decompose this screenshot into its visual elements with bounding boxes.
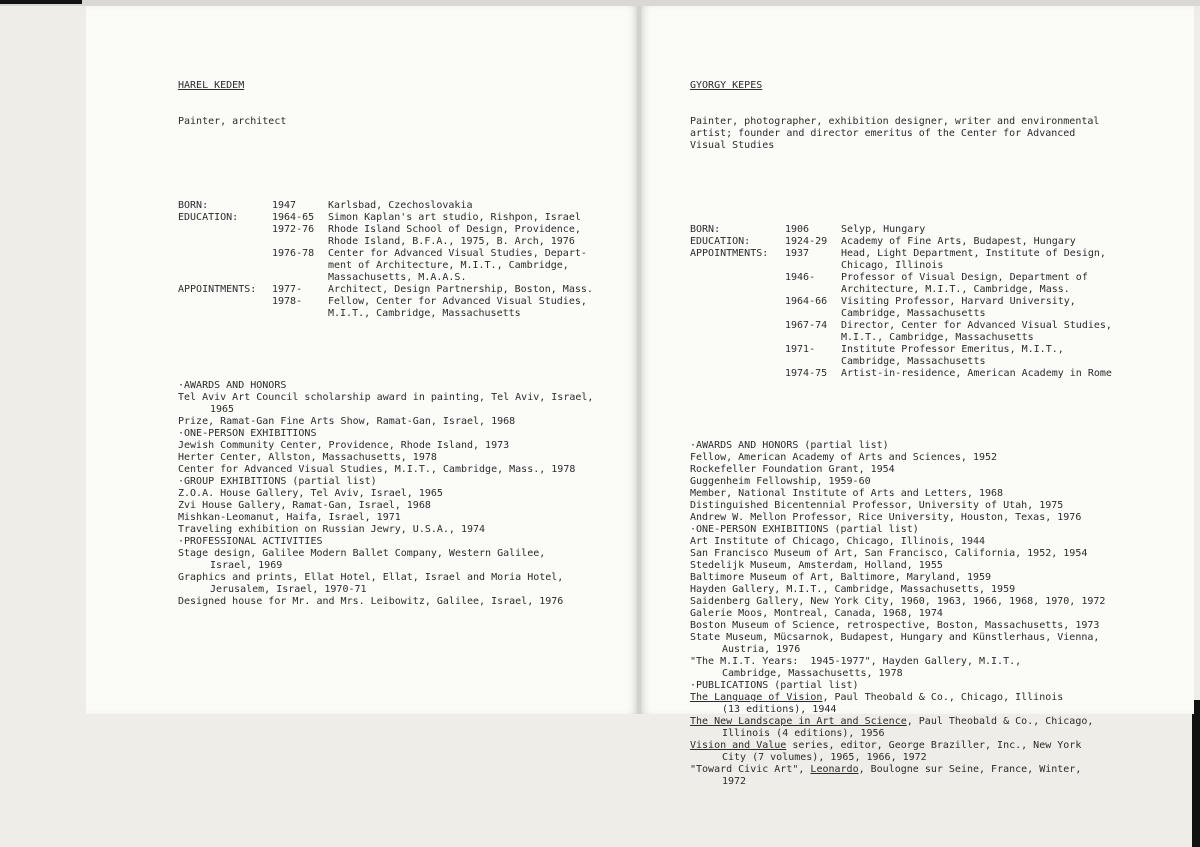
fact-year: 1964-66 [785, 296, 828, 307]
fact-text: Rhode Island, B.F.A., 1975, B. Arch, 1976 [328, 236, 575, 247]
fact-year: 1924-29 [785, 236, 828, 247]
publication-continuation: (13 editions), 1944 [722, 704, 837, 715]
scan-corner-right [1192, 700, 1200, 847]
publication-item [690, 764, 1105, 776]
list-item: State Museum, Mücsarnok, Budapest, Hungary and Künstlerhaus, Vienna, [690, 632, 1100, 643]
fact-text: ment of Architecture, M.I.T., Cambridge, [328, 260, 569, 271]
fact-year: 1977- [272, 284, 303, 295]
fact-row [690, 332, 1105, 344]
fact-text: Artist-in-residence, American Academy in Rome [841, 368, 1112, 379]
list-item: Designed house for Mr. and Mrs. Leibowitz, Galilee, Israel, 1976 [178, 596, 564, 607]
fact-row [690, 296, 1105, 308]
list-item: Stedelijk Museum, Amsterdam, Holland, 1955 [690, 560, 943, 571]
fact-text: Fellow, Center for Advanced Visual Studies, [328, 296, 587, 307]
fact-text: Cambridge, Massachusetts [841, 356, 986, 367]
fact-row [178, 224, 593, 236]
list-item: "The M.I.T. Years: 1945-1977", Hayden Gallery, M.I.T., [690, 656, 1022, 667]
role-line: Visual Studies [690, 140, 775, 151]
fact-year: 1978- [272, 296, 303, 307]
list-item: Stage design, Galilee Modern Ballet Company, Western Galilee, [178, 548, 546, 559]
section-heading: ·AWARDS AND HONORS (partial list) [690, 440, 889, 451]
fact-row [690, 248, 1105, 260]
fact-text: M.I.T., Cambridge, Massachusetts [841, 332, 1034, 343]
publication-continuation: City (7 volumes), 1965, 1966, 1972 [722, 752, 927, 763]
fact-year: 1971- [785, 344, 816, 355]
publication-title: The Language of Vision [690, 692, 823, 703]
list-item: 1965 [210, 404, 235, 415]
artist-role [690, 116, 1105, 152]
fact-year: 1967-74 [785, 320, 828, 331]
left-page [86, 6, 637, 714]
list-item: Baltimore Museum of Art, Baltimore, Maryland, 1959 [690, 572, 992, 583]
publication-details: series, editor, George Braziller, Inc., New York [786, 740, 1082, 751]
list-item: Herter Center, Allston, Massachusetts, 1978 [178, 452, 437, 463]
biographical-facts [178, 200, 593, 320]
section-heading: ·PROFESSIONAL ACTIVITIES [178, 536, 323, 547]
fact-text: Karlsbad, Czechoslovakia [328, 200, 473, 211]
fact-row [690, 320, 1112, 332]
fact-text: Academy of Fine Arts, Budapest, Hungary [841, 236, 1076, 247]
fact-row [178, 260, 593, 272]
list-item: Andrew W. Mellon Professor, Rice University, Houston, Texas, 1976 [690, 512, 1082, 523]
fact-row [178, 308, 593, 320]
left-page-content [178, 56, 593, 632]
list-item: Boston Museum of Science, retrospective, Boston, Massachusetts, 1973 [690, 620, 1100, 631]
fact-year: 1974-75 [785, 368, 828, 379]
publication-details: , Paul Theobald & Co., Chicago, [906, 716, 1094, 727]
fact-year: 1937 [785, 248, 810, 259]
section-heading: ·PUBLICATIONS (partial list) [690, 680, 859, 691]
list-item: Tel Aviv Art Council scholarship award in painting, Tel Aviv, Israel, [178, 392, 594, 403]
fact-text: Director, Center for Advanced Visual Studies, [841, 320, 1112, 331]
publication-continuation: 1972 [722, 776, 747, 787]
fact-row [178, 200, 593, 212]
fact-label: APPOINTMENTS: [690, 248, 769, 259]
fact-row [178, 248, 593, 260]
fact-year: 1964-65 [272, 212, 315, 223]
list-item: Art Institute of Chicago, Chicago, Illinois, 1944 [690, 536, 986, 547]
list-item: Saidenberg Gallery, New York City, 1960, 1963, 1966, 1968, 1970, 1972 [690, 596, 1106, 607]
fact-text: Head, Light Department, Institute of Design, [841, 248, 1106, 259]
publication-continuation: Illinois (4 editions), 1956 [722, 728, 885, 739]
artist-name: HAREL KEDEM [178, 80, 245, 91]
fact-year: 1906 [785, 224, 810, 235]
fact-row [178, 236, 593, 248]
artist-name: GYORGY KEPES [690, 80, 763, 91]
fact-row [690, 344, 1105, 356]
biographical-facts [690, 224, 1112, 380]
publication-details: , Paul Theobald & Co., Chicago, Illinois [822, 692, 1064, 703]
fact-year: 1947 [272, 200, 297, 211]
fact-row [178, 284, 593, 296]
list-item: Israel, 1969 [210, 560, 283, 571]
list-item: Hayden Gallery, M.I.T., Cambridge, Massachusetts, 1959 [690, 584, 1016, 595]
list-item: San Francisco Museum of Art, San Francisco, California, 1952, 1954 [690, 548, 1088, 559]
list-item: Guggenheim Fellowship, 1959-60 [690, 476, 871, 487]
fact-text: Massachusetts, M.A.A.S. [328, 272, 467, 283]
fact-label: EDUCATION: [178, 212, 239, 223]
publication-item [690, 740, 1105, 752]
right-page [641, 6, 1194, 787]
fact-label: EDUCATION: [690, 236, 751, 247]
fact-text: Selyp, Hungary [841, 224, 926, 235]
fact-text: Professor of Visual Design, Department of [841, 272, 1088, 283]
publication-prefix: "Toward Civic Art", [690, 764, 811, 775]
scan-corner [0, 0, 82, 4]
list-item: Rockefeller Foundation Grant, 1954 [690, 464, 895, 475]
fact-text: Institute Professor Emeritus, M.I.T., [841, 344, 1064, 355]
fact-row [178, 272, 593, 284]
publication-title: Vision and Value [690, 740, 787, 751]
book-spread [86, 6, 1194, 787]
list-item: Jewish Community Center, Providence, Rhode Island, 1973 [178, 440, 510, 451]
fact-row [690, 224, 1105, 236]
fact-row [178, 296, 593, 308]
list-item: Galerie Moos, Montreal, Canada, 1968, 1974 [690, 608, 943, 619]
fact-row [690, 368, 1112, 380]
fact-year: 1972-76 [272, 224, 315, 235]
fact-label: APPOINTMENTS: [178, 284, 257, 295]
role-line: Painter, photographer, exhibition designer, writer and environmental [690, 116, 1100, 127]
fact-row [690, 272, 1105, 284]
fact-text: M.I.T., Cambridge, Massachusetts [328, 308, 521, 319]
section-heading: ·ONE-PERSON EXHIBITIONS (partial list) [690, 524, 919, 535]
fact-row [178, 212, 593, 224]
publication-item [690, 692, 1105, 704]
list-item: Traveling exhibition on Russian Jewry, U.S.A., 1974 [178, 524, 486, 535]
list-item: Graphics and prints, Ellat Hotel, Ellat, Israel and Moria Hotel, [178, 572, 564, 583]
right-page-content [690, 56, 1112, 812]
fact-row [690, 356, 1105, 368]
publication-item [690, 716, 1105, 728]
list-item: Austria, 1976 [722, 644, 801, 655]
list-item: Center for Advanced Visual Studies, M.I.T., Cambridge, Mass., 1978 [178, 464, 576, 475]
list-item: Member, National Institute of Arts and Letters, 1968 [690, 488, 1004, 499]
publication-title: The New Landscape in Art and Science [690, 716, 907, 727]
fact-text: Rhode Island School of Design, Providence, [328, 224, 581, 235]
fact-year: 1976-78 [272, 248, 315, 259]
fact-row [690, 260, 1105, 272]
fact-label: BORN: [178, 200, 209, 211]
list-item: Cambridge, Massachusetts, 1978 [722, 668, 903, 679]
fact-year: 1946- [785, 272, 816, 283]
list-item: Fellow, American Academy of Arts and Sciences, 1952 [690, 452, 998, 463]
list-item: Distinguished Bicentennial Professor, University of Utah, 1975 [690, 500, 1064, 511]
fact-label: BORN: [690, 224, 721, 235]
fact-text: Architect, Design Partnership, Boston, Mass. [328, 284, 593, 295]
artist-role: Painter, architect [178, 116, 287, 127]
fact-text: Architecture, M.I.T., Cambridge, Mass. [841, 284, 1070, 295]
section-heading: ·AWARDS AND HONORS [178, 380, 287, 391]
fact-text: Chicago, Illinois [841, 260, 944, 271]
publication-title: Leonardo [810, 764, 859, 775]
fact-text: Center for Advanced Visual Studies, Depart- [328, 248, 587, 259]
fact-row [690, 284, 1105, 296]
cv-sections [178, 380, 593, 608]
fact-row [690, 236, 1105, 248]
list-item: Mishkan-Leomanut, Haifa, Israel, 1971 [178, 512, 401, 523]
list-item: Zvi House Gallery, Ramat-Gan, Israel, 1968 [178, 500, 431, 511]
role-line: artist; founder and director emeritus of the Center for Advanced [690, 128, 1076, 139]
list-item: Jerusalem, Israel, 1970-71 [210, 584, 367, 595]
publication-details: , Boulogne sur Seine, France, Winter, [858, 764, 1082, 775]
fact-text: Visiting Professor, Harvard University, [841, 296, 1076, 307]
list-item: Z.O.A. House Gallery, Tel Aviv, Israel, 1965 [178, 488, 443, 499]
cv-sections [690, 440, 1105, 788]
section-heading: ·GROUP EXHIBITIONS (partial list) [178, 476, 377, 487]
fact-row [690, 308, 1105, 320]
fact-text: Cambridge, Massachusetts [841, 308, 986, 319]
fact-text: Simon Kaplan's art studio, Rishpon, Israel [328, 212, 581, 223]
section-heading: ·ONE-PERSON EXHIBITIONS [178, 428, 317, 439]
list-item: Prize, Ramat-Gan Fine Arts Show, Ramat-Gan, Israel, 1968 [178, 416, 516, 427]
